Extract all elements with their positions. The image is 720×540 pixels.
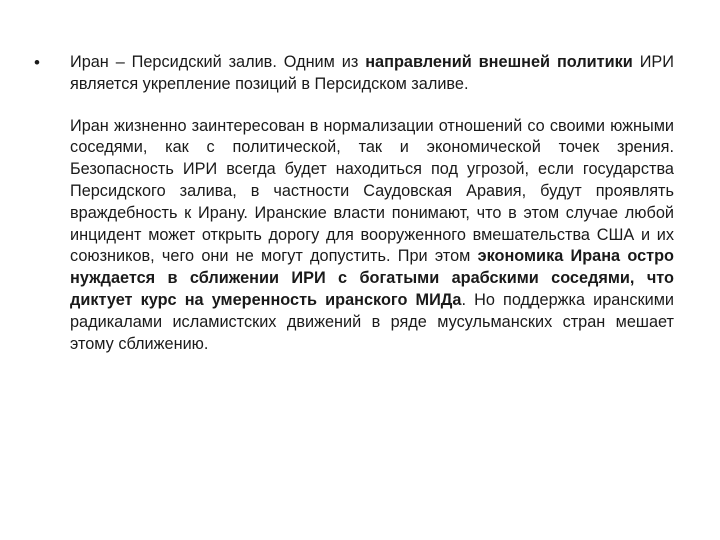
paragraph1-bold-phrase: направлений внешней политики: [365, 53, 633, 71]
paragraph-neighbors: [70, 116, 674, 356]
bullet-item: [34, 52, 674, 96]
bullet-icon: •: [34, 53, 40, 72]
paragraph1-text-end: ИРИ является укрепление позиций в Персидском заливе.: [70, 53, 674, 93]
paragraph2-text-start: Иран жизненно заинтересован в нормализации отношений со своими южными соседями, как с политической, так и экономической точек зрения. Безопасность ИРИ всегда будет находиться под угрозой, если государства Персидского залива, в частности Саудовская Аравия, будут проявлять враждебность к Ирану. Иранские власти понимают, что в этом случае любой инцидент может открыть дорогу для вооруженного вмешательства США и их союзников, чего они не могут допустить. При этом: [70, 116, 674, 266]
paragraph-persian-gulf: [70, 52, 674, 96]
bullet-block: [34, 52, 674, 355]
paragraph2-bold-phrase: экономика Ирана остро нуждается в сближении ИРИ с богатыми арабскими соседями, что диктует курс на умеренность иранского МИДа: [70, 247, 674, 309]
paragraph2-text-end: . Но поддержка иранскими радикалами исламистских движений в ряде мусульманских стран мешает этому сближению.: [70, 290, 674, 353]
paragraph1-text-start: Иран – Персидский залив. Одним из: [70, 53, 366, 71]
